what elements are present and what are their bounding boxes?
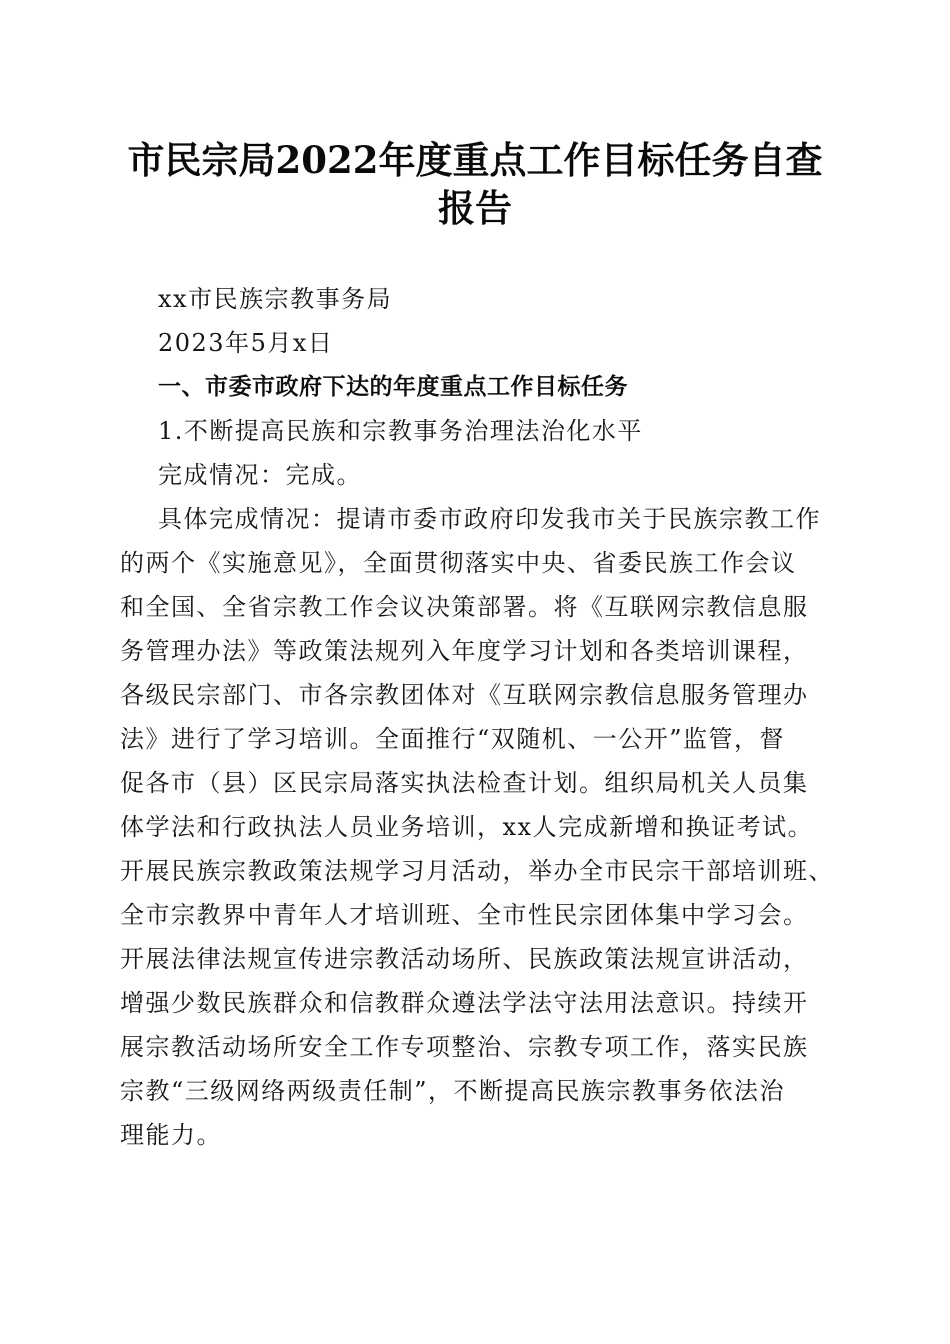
document-title: 市民宗局2022年度重点工作目标任务自查报告 [127,138,823,230]
paragraph-line: 增强少数民族群众和信教群众遵法学法守法用法意识。持续开 [120,989,809,1017]
paragraph-line: 宗教“三级网络两级责任制”，不断提高民族宗教事务依法治 [120,1077,786,1105]
org-line: xx市民族宗教事务局 [158,285,393,313]
status-line: 完成情况：完成。 [158,461,362,489]
paragraph-line: 展宗教活动场所安全工作专项整治、宗教专项工作，落实民族 [120,1033,809,1061]
section-heading: 一、市委市政府下达的年度重点工作目标任务 [158,374,628,400]
paragraph-line: 和全国、全省宗教工作会议决策部署。将《互联网宗教信息服 [120,593,809,621]
document-body [120,278,832,1178]
paragraph-line: 务管理办法》等政策法规列入年度学习计划和各类培训课程， [120,637,809,665]
paragraph-line: 全市宗教界中青年人才培训班、全市性民宗团体集中学习会。 [120,901,809,929]
paragraph-line: 法》进行了学习培训。全面推行“双随机、一公开”监管，督 [120,725,786,753]
paragraph-line: 开展法律法规宣传进宗教活动场所、民族政策法规宣讲活动， [120,945,809,973]
paragraph-line: 各级民宗部门、市各宗教团体对《互联网宗教信息服务管理办 [120,681,809,709]
paragraph-line: 的两个《实施意见》，全面贯彻落实中央、省委民族工作会议 [120,549,797,577]
item-heading: 1.不断提高民族和宗教事务治理法治化水平 [158,417,643,445]
paragraph-line: 体学法和行政执法人员业务培训，xx人完成新增和换证考试。 [120,813,814,841]
paragraph-line: 促各市（县）区民宗局落实执法检查计划。组织局机关人员集 [120,769,809,797]
paragraph-line: 开展民族宗教政策法规学习月活动，举办全市民宗干部培训班、 [120,857,834,885]
paragraph-line: 理能力。 [120,1121,222,1149]
date-line: 2023年5月x日 [158,329,334,357]
paragraph-line: 具体完成情况：提请市委市政府印发我市关于民族宗教工作 [158,505,821,533]
